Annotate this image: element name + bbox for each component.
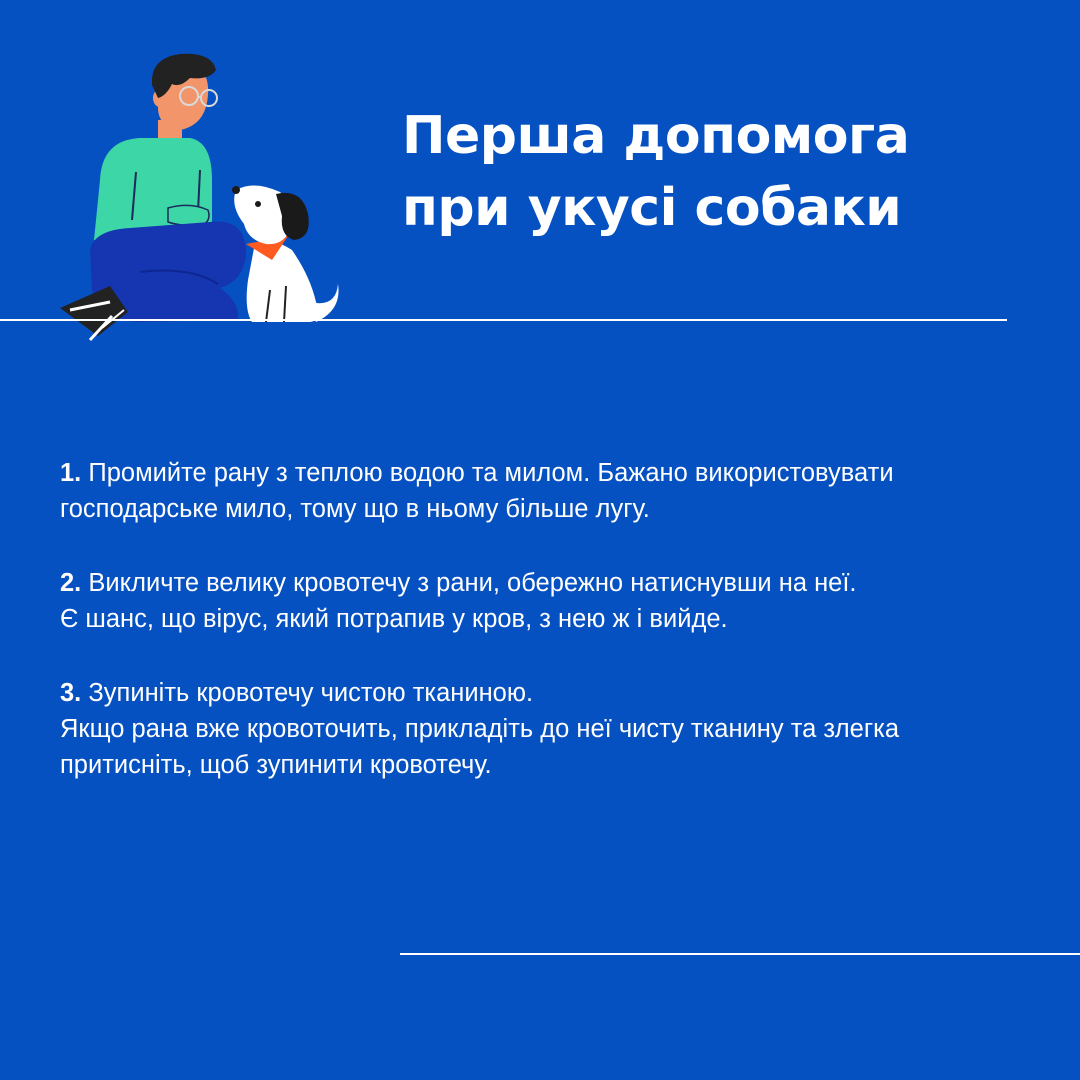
page-title [402, 100, 909, 244]
step-2-number: 2. [60, 569, 82, 597]
title-line-2: при укусі собаки [402, 178, 902, 238]
step-3 [60, 675, 1050, 783]
top-divider [0, 319, 1007, 321]
steps-list [60, 455, 1050, 821]
step-1-text-line-2: господарське мило, тому що в ньому більше лугу. [60, 495, 650, 523]
bottom-divider [400, 953, 1080, 955]
person-with-dog-illustration [40, 40, 360, 350]
step-1-number: 1. [60, 459, 82, 487]
step-3-text-line-2: Якщо рана вже кровоточить, прикладіть до неї чисту тканину та злегка [60, 715, 900, 743]
step-1-text-line-1: Промийте рану з теплою водою та милом. Бажано використовувати [88, 459, 894, 487]
step-3-number: 3. [60, 679, 82, 707]
step-2-text-line-1: Викличте велику кровотечу з рани, обережно натиснувши на неї. [88, 569, 857, 597]
step-3-text-line-3: притисніть, щоб зупинити кровотечу. [60, 751, 492, 779]
step-2 [60, 565, 1050, 637]
step-1 [60, 455, 1050, 527]
step-3-text-line-1: Зупиніть кровотечу чистою тканиною. [88, 679, 534, 707]
step-2-text-line-2: Є шанс, що вірус, який потрапив у кров, з нею ж і вийде. [60, 605, 728, 633]
title-line-1: Перша допомога [402, 106, 910, 166]
